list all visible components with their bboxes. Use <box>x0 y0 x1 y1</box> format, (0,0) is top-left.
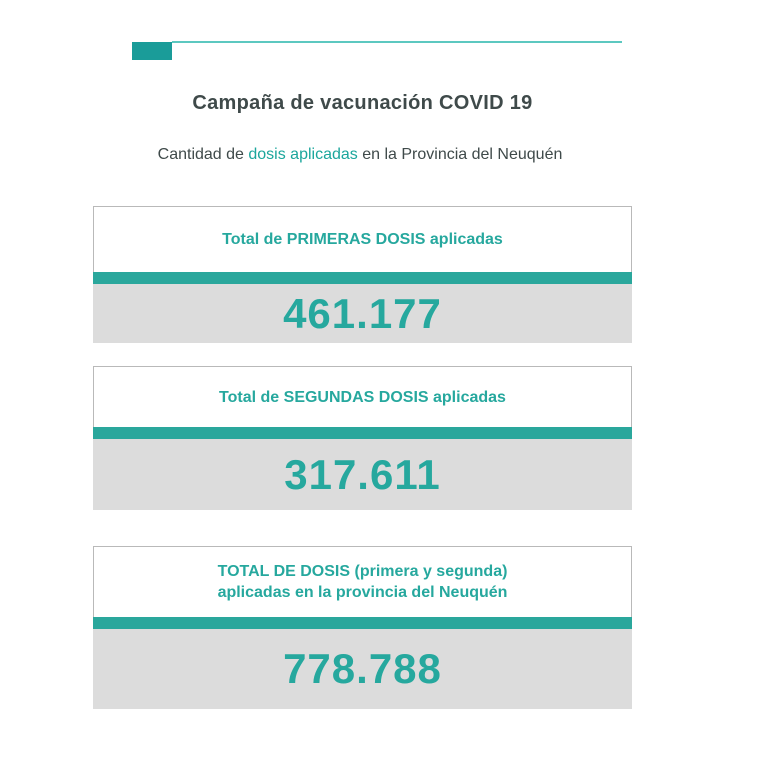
second-doses-card-value: 317.611 <box>93 439 632 510</box>
first-doses-card-title: Total de PRIMERAS DOSIS aplicadas <box>222 231 503 248</box>
page-subtitle <box>0 146 720 164</box>
header-accent-block <box>132 42 172 60</box>
total-doses-card-bar <box>93 617 632 629</box>
total-doses-card-header <box>93 546 632 617</box>
second-doses-card-header <box>93 366 632 427</box>
total-doses-card-title-line2: aplicadas en la provincia del Neuquén <box>217 584 508 601</box>
first-doses-card <box>93 206 632 343</box>
page-title: Campaña de vacunación COVID 19 <box>192 92 533 114</box>
first-doses-card-header <box>93 206 632 272</box>
total-doses-card-title-line1: TOTAL DE DOSIS (primera y segunda) <box>217 563 508 580</box>
total-doses-card-value: 778.788 <box>93 629 632 709</box>
second-doses-card-title: Total de SEGUNDAS DOSIS aplicadas <box>219 388 506 406</box>
subtitle-suffix: en la Provincia del Neuquén <box>357 146 563 163</box>
subtitle-highlight: dosis aplicadas <box>248 146 358 163</box>
first-doses-card-value: 461.177 <box>93 284 632 343</box>
second-doses-card-bar <box>93 427 632 439</box>
first-doses-card-bar <box>93 272 632 284</box>
subtitle-prefix: Cantidad de <box>157 146 249 163</box>
total-doses-card <box>93 546 632 709</box>
header-accent-line <box>172 41 622 43</box>
second-doses-card <box>93 366 632 510</box>
